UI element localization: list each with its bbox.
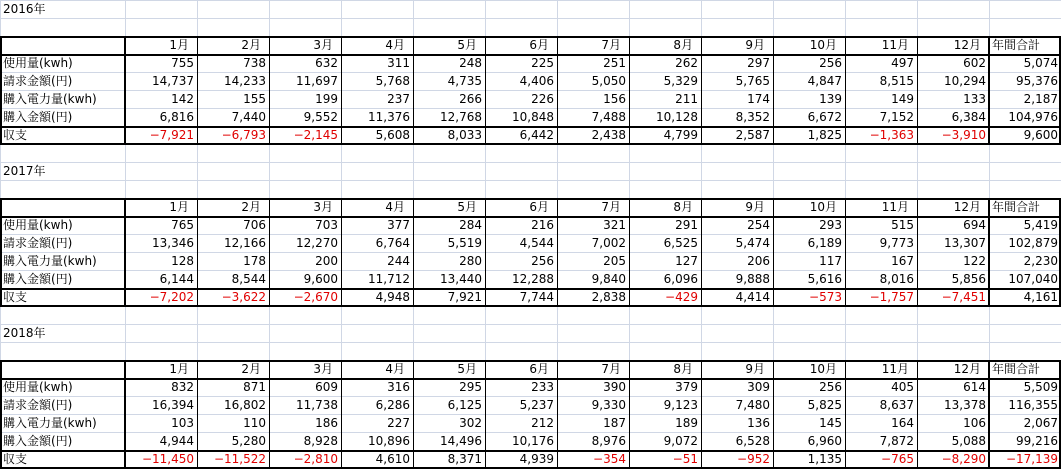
value-cell[interactable]: 117 [819, 254, 842, 268]
value-cell[interactable]: 7,480 [735, 398, 770, 412]
row-label-cell[interactable]: 使用量(kwh) [3, 380, 73, 394]
month-header-cell[interactable]: 12月 [953, 38, 981, 52]
month-header-cell[interactable]: 2月 [241, 362, 261, 376]
value-cell[interactable]: 127 [675, 254, 698, 268]
value-cell[interactable]: 284 [459, 218, 482, 232]
value-cell[interactable]: 244 [387, 254, 410, 268]
value-cell[interactable]: 6,960 [807, 434, 842, 448]
value-cell[interactable]: −354 [593, 452, 626, 466]
value-cell[interactable]: 280 [459, 254, 482, 268]
value-cell[interactable]: 5,474 [735, 236, 770, 250]
value-cell[interactable]: 205 [603, 254, 626, 268]
value-cell[interactable]: 14,737 [152, 74, 194, 88]
value-cell[interactable]: 4,610 [375, 452, 410, 466]
value-cell[interactable]: 5,088 [951, 434, 986, 448]
value-cell[interactable]: 256 [819, 380, 842, 394]
value-cell[interactable]: 738 [243, 56, 266, 70]
value-cell[interactable]: 9,840 [591, 272, 626, 286]
value-cell[interactable]: 106 [963, 416, 986, 430]
value-cell[interactable]: 9,773 [879, 236, 914, 250]
row-label-cell[interactable]: 購入金額(円) [3, 272, 73, 286]
value-cell[interactable]: 706 [243, 218, 266, 232]
value-cell[interactable]: 256 [819, 56, 842, 70]
value-cell[interactable]: 7,440 [231, 110, 266, 124]
value-cell[interactable]: 2,838 [591, 290, 626, 304]
value-cell[interactable]: 16,802 [224, 398, 266, 412]
value-cell[interactable]: 302 [459, 416, 482, 430]
annual-total-cell[interactable]: −17,139 [1005, 452, 1058, 466]
row-label-cell[interactable]: 収支 [3, 128, 28, 142]
annual-total-cell[interactable]: 107,040 [1008, 272, 1058, 286]
month-header-cell[interactable]: 2月 [241, 38, 261, 52]
annual-total-cell[interactable]: 5,509 [1023, 380, 1058, 394]
month-header-cell[interactable]: 6月 [529, 200, 549, 214]
gridline-row [0, 0, 1061, 1]
value-cell[interactable]: 122 [963, 254, 986, 268]
value-cell[interactable]: 6,816 [159, 110, 194, 124]
value-cell[interactable]: −3,622 [221, 290, 266, 304]
value-cell[interactable]: 12,768 [440, 110, 482, 124]
annual-total-cell[interactable]: 104,976 [1008, 110, 1058, 124]
value-cell[interactable]: 142 [171, 92, 194, 106]
value-cell[interactable]: 10,176 [512, 434, 554, 448]
value-cell[interactable]: 110 [243, 416, 266, 430]
month-header-cell[interactable]: 10月 [809, 362, 837, 376]
row-label-cell[interactable]: 購入金額(円) [3, 434, 73, 448]
value-cell[interactable]: −7,921 [149, 128, 194, 142]
value-cell[interactable]: 6,189 [807, 236, 842, 250]
month-header-cell[interactable]: 1月 [169, 200, 189, 214]
value-cell[interactable]: 8,352 [735, 110, 770, 124]
month-header-cell[interactable]: 9月 [745, 38, 765, 52]
value-cell[interactable]: 11,376 [368, 110, 410, 124]
annual-total-cell[interactable]: 99,216 [1016, 434, 1058, 448]
gridline-row [0, 180, 1061, 181]
value-cell[interactable]: 254 [747, 218, 770, 232]
row-label-cell[interactable]: 使用量(kwh) [3, 218, 73, 232]
month-header-cell[interactable]: 5月 [457, 200, 477, 214]
value-cell[interactable]: 13,307 [944, 236, 986, 250]
value-cell[interactable]: 309 [747, 380, 770, 394]
value-cell[interactable]: −51 [672, 452, 698, 466]
value-cell[interactable]: 164 [891, 416, 914, 430]
annual-total-cell[interactable]: 102,879 [1008, 236, 1058, 250]
gridline-row [0, 162, 1061, 163]
month-header-cell[interactable]: 1月 [169, 362, 189, 376]
value-cell[interactable]: 200 [315, 254, 338, 268]
value-cell[interactable]: 8,371 [447, 452, 482, 466]
value-cell[interactable]: 133 [963, 92, 986, 106]
value-cell[interactable]: −8,290 [941, 452, 986, 466]
value-cell[interactable]: 14,496 [440, 434, 482, 448]
value-cell[interactable]: 9,072 [663, 434, 698, 448]
value-cell[interactable]: 5,329 [663, 74, 698, 88]
value-cell[interactable]: 5,856 [951, 272, 986, 286]
value-cell[interactable]: 5,280 [231, 434, 266, 448]
value-cell[interactable]: 216 [531, 218, 554, 232]
value-cell[interactable]: 10,848 [512, 110, 554, 124]
value-cell[interactable]: 7,872 [879, 434, 914, 448]
month-header-cell[interactable]: 3月 [313, 362, 333, 376]
value-cell[interactable]: 149 [891, 92, 914, 106]
value-cell[interactable]: 9,888 [735, 272, 770, 286]
row-label-cell[interactable]: 収支 [3, 452, 28, 466]
month-header-cell[interactable]: 3月 [313, 200, 333, 214]
row-label-cell[interactable]: 購入電力量(kwh) [3, 416, 97, 430]
value-cell[interactable]: 10,128 [656, 110, 698, 124]
gridline-row [0, 324, 1061, 325]
value-cell[interactable]: 7,921 [447, 290, 482, 304]
value-cell[interactable]: 225 [531, 56, 554, 70]
value-cell[interactable]: 266 [459, 92, 482, 106]
value-cell[interactable]: 2,438 [591, 128, 626, 142]
value-cell[interactable]: 295 [459, 380, 482, 394]
gridline-row [0, 18, 1061, 19]
value-cell[interactable]: 233 [531, 380, 554, 394]
value-cell[interactable]: 4,799 [663, 128, 698, 142]
value-cell[interactable]: 614 [963, 380, 986, 394]
value-cell[interactable]: 13,378 [944, 398, 986, 412]
value-cell[interactable]: 602 [963, 56, 986, 70]
value-cell[interactable]: −765 [881, 452, 914, 466]
value-cell[interactable]: 14,233 [224, 74, 266, 88]
gridline-row [0, 306, 1061, 307]
value-cell[interactable]: 12,288 [512, 272, 554, 286]
value-cell[interactable]: 8,544 [231, 272, 266, 286]
value-cell[interactable]: 156 [603, 92, 626, 106]
annual-total-header-cell[interactable]: 年間合計 [992, 200, 1041, 214]
value-cell[interactable]: 226 [531, 92, 554, 106]
month-header-cell[interactable]: 5月 [457, 38, 477, 52]
value-cell[interactable]: −952 [737, 452, 770, 466]
value-cell[interactable]: 11,738 [296, 398, 338, 412]
annual-total-cell[interactable]: 5,074 [1023, 56, 1058, 70]
value-cell[interactable]: 4,847 [807, 74, 842, 88]
value-cell[interactable]: 227 [387, 416, 410, 430]
value-cell[interactable]: 128 [171, 254, 194, 268]
value-cell[interactable]: 6,144 [159, 272, 194, 286]
value-cell[interactable]: 11,697 [296, 74, 338, 88]
value-cell[interactable]: 4,406 [519, 74, 554, 88]
value-cell[interactable]: 1,135 [807, 452, 842, 466]
year-title-cell[interactable]: 2017年 [3, 164, 46, 178]
value-cell[interactable]: 6,525 [663, 236, 698, 250]
value-cell[interactable]: 186 [315, 416, 338, 430]
value-cell[interactable]: 212 [531, 416, 554, 430]
annual-total-cell[interactable]: 116,355 [1008, 398, 1058, 412]
month-header-cell[interactable]: 6月 [529, 362, 549, 376]
value-cell[interactable]: 7,002 [591, 236, 626, 250]
value-cell[interactable]: 321 [603, 218, 626, 232]
value-cell[interactable]: 187 [603, 416, 626, 430]
value-cell[interactable]: 251 [603, 56, 626, 70]
value-cell[interactable]: 515 [891, 218, 914, 232]
row-label-cell[interactable]: 請求金額(円) [3, 74, 73, 88]
value-cell[interactable]: 609 [315, 380, 338, 394]
row-label-cell[interactable]: 使用量(kwh) [3, 56, 73, 70]
annual-total-cell[interactable]: 5,419 [1023, 218, 1058, 232]
value-cell[interactable]: 155 [243, 92, 266, 106]
value-cell[interactable]: 5,765 [735, 74, 770, 88]
value-cell[interactable]: 8,515 [879, 74, 914, 88]
value-cell[interactable]: 5,237 [519, 398, 554, 412]
value-cell[interactable]: 7,152 [879, 110, 914, 124]
value-cell[interactable]: 6,286 [375, 398, 410, 412]
month-header-cell[interactable]: 11月 [881, 38, 909, 52]
value-cell[interactable]: 256 [531, 254, 554, 268]
month-header-cell[interactable]: 7月 [601, 200, 621, 214]
value-cell[interactable]: 9,600 [303, 272, 338, 286]
value-cell[interactable]: 8,928 [303, 434, 338, 448]
value-cell[interactable]: 6,096 [663, 272, 698, 286]
month-header-cell[interactable]: 9月 [745, 362, 765, 376]
value-cell[interactable]: 5,519 [447, 236, 482, 250]
value-cell[interactable]: 4,948 [375, 290, 410, 304]
value-cell[interactable]: 379 [675, 380, 698, 394]
value-cell[interactable]: 316 [387, 380, 410, 394]
month-header-cell[interactable]: 8月 [673, 362, 693, 376]
value-cell[interactable]: 755 [171, 56, 194, 70]
value-cell[interactable]: 13,346 [152, 236, 194, 250]
value-cell[interactable]: −11,450 [141, 452, 194, 466]
value-cell[interactable]: 4,939 [519, 452, 554, 466]
value-cell[interactable]: −7,202 [149, 290, 194, 304]
value-cell[interactable]: 293 [819, 218, 842, 232]
year-title-cell[interactable]: 2018年 [3, 326, 46, 340]
value-cell[interactable]: 167 [891, 254, 914, 268]
value-cell[interactable]: 297 [747, 56, 770, 70]
value-cell[interactable]: 311 [387, 56, 410, 70]
annual-total-cell[interactable]: 2,187 [1023, 92, 1058, 106]
annual-total-header-cell[interactable]: 年間合計 [992, 362, 1041, 376]
value-cell[interactable]: 765 [171, 218, 194, 232]
value-cell[interactable]: 262 [675, 56, 698, 70]
row-label-cell[interactable]: 購入電力量(kwh) [3, 92, 97, 106]
value-cell[interactable]: 10,294 [944, 74, 986, 88]
value-cell[interactable]: 5,050 [591, 74, 626, 88]
row-label-cell[interactable]: 購入電力量(kwh) [3, 254, 97, 268]
value-cell[interactable]: 6,764 [375, 236, 410, 250]
row-label-cell[interactable]: 収支 [3, 290, 28, 304]
row-label-cell[interactable]: 請求金額(円) [3, 236, 73, 250]
value-cell[interactable]: 4,544 [519, 236, 554, 250]
value-cell[interactable]: 8,637 [879, 398, 914, 412]
value-cell[interactable]: 4,944 [159, 434, 194, 448]
value-cell[interactable]: 103 [171, 416, 194, 430]
month-header-cell[interactable]: 2月 [241, 200, 261, 214]
value-cell[interactable]: 405 [891, 380, 914, 394]
value-cell[interactable]: −7,451 [941, 290, 986, 304]
month-header-cell[interactable]: 8月 [673, 38, 693, 52]
month-header-cell[interactable]: 4月 [385, 38, 405, 52]
value-cell[interactable]: 871 [243, 380, 266, 394]
value-cell[interactable]: 8,016 [879, 272, 914, 286]
value-cell[interactable]: 6,125 [447, 398, 482, 412]
month-header-cell[interactable]: 11月 [881, 200, 909, 214]
gridline-row [0, 342, 1061, 343]
month-header-cell[interactable]: 10月 [809, 38, 837, 52]
month-header-cell[interactable]: 12月 [953, 200, 981, 214]
value-cell[interactable]: 694 [963, 218, 986, 232]
value-cell[interactable]: 13,440 [440, 272, 482, 286]
value-cell[interactable]: 6,442 [519, 128, 554, 142]
value-cell[interactable]: 12,270 [296, 236, 338, 250]
month-header-cell[interactable]: 9月 [745, 200, 765, 214]
value-cell[interactable]: 632 [315, 56, 338, 70]
month-header-cell[interactable]: 7月 [601, 362, 621, 376]
month-header-cell[interactable]: 8月 [673, 200, 693, 214]
value-cell[interactable]: 6,672 [807, 110, 842, 124]
annual-total-cell[interactable]: 2,230 [1023, 254, 1058, 268]
value-cell[interactable]: 174 [747, 92, 770, 106]
month-header-cell[interactable]: 4月 [385, 362, 405, 376]
value-cell[interactable]: 12,166 [224, 236, 266, 250]
value-cell[interactable]: 6,384 [951, 110, 986, 124]
value-cell[interactable]: −3,910 [941, 128, 986, 142]
value-cell[interactable]: 291 [675, 218, 698, 232]
value-cell[interactable]: 136 [747, 416, 770, 430]
value-cell[interactable]: 9,552 [303, 110, 338, 124]
value-cell[interactable]: 248 [459, 56, 482, 70]
value-cell[interactable]: 7,488 [591, 110, 626, 124]
value-cell[interactable]: 6,528 [735, 434, 770, 448]
value-cell[interactable]: −1,363 [869, 128, 914, 142]
row-label-cell[interactable]: 購入金額(円) [3, 110, 73, 124]
value-cell[interactable]: 7,744 [519, 290, 554, 304]
value-cell[interactable]: −2,145 [293, 128, 338, 142]
row-label-cell[interactable]: 請求金額(円) [3, 398, 73, 412]
value-cell[interactable]: 8,033 [447, 128, 482, 142]
year-title-cell[interactable]: 2016年 [3, 2, 46, 16]
value-cell[interactable]: 211 [675, 92, 698, 106]
value-cell[interactable]: 832 [171, 380, 194, 394]
gridline-row [0, 144, 1061, 145]
month-header-cell[interactable]: 11月 [881, 362, 909, 376]
value-cell[interactable]: 16,394 [152, 398, 194, 412]
month-header-cell[interactable]: 1月 [169, 38, 189, 52]
value-cell[interactable]: 9,330 [591, 398, 626, 412]
value-cell[interactable]: −2,670 [293, 290, 338, 304]
month-header-cell[interactable]: 5月 [457, 362, 477, 376]
value-cell[interactable]: 189 [675, 416, 698, 430]
value-cell[interactable]: 11,712 [368, 272, 410, 286]
month-header-cell[interactable]: 6月 [529, 38, 549, 52]
value-cell[interactable]: 377 [387, 218, 410, 232]
value-cell[interactable]: 2,587 [735, 128, 770, 142]
annual-total-cell[interactable]: 2,067 [1023, 416, 1058, 430]
value-cell[interactable]: 5,825 [807, 398, 842, 412]
value-cell[interactable]: −11,522 [213, 452, 266, 466]
value-cell[interactable]: 206 [747, 254, 770, 268]
annual-total-cell[interactable]: 4,161 [1023, 290, 1058, 304]
annual-total-header-cell[interactable]: 年間合計 [992, 38, 1041, 52]
value-cell[interactable]: −2,810 [293, 452, 338, 466]
month-header-cell[interactable]: 10月 [809, 200, 837, 214]
value-cell[interactable]: −6,793 [221, 128, 266, 142]
value-cell[interactable]: 4,414 [735, 290, 770, 304]
value-cell[interactable]: 390 [603, 380, 626, 394]
month-header-cell[interactable]: 4月 [385, 200, 405, 214]
value-cell[interactable]: 145 [819, 416, 842, 430]
value-cell[interactable]: 4,735 [447, 74, 482, 88]
value-cell[interactable]: 139 [819, 92, 842, 106]
value-cell[interactable]: −429 [665, 290, 698, 304]
value-cell[interactable]: 497 [891, 56, 914, 70]
value-cell[interactable]: 10,896 [368, 434, 410, 448]
month-header-cell[interactable]: 3月 [313, 38, 333, 52]
value-cell[interactable]: 8,976 [591, 434, 626, 448]
value-cell[interactable]: 5,608 [375, 128, 410, 142]
month-header-cell[interactable]: 7月 [601, 38, 621, 52]
value-cell[interactable]: 237 [387, 92, 410, 106]
value-cell[interactable]: 199 [315, 92, 338, 106]
value-cell[interactable]: 178 [243, 254, 266, 268]
annual-total-cell[interactable]: 95,376 [1016, 74, 1058, 88]
value-cell[interactable]: 5,616 [807, 272, 842, 286]
value-cell[interactable]: 1,825 [807, 128, 842, 142]
value-cell[interactable]: −573 [809, 290, 842, 304]
month-header-cell[interactable]: 12月 [953, 362, 981, 376]
value-cell[interactable]: −1,757 [869, 290, 914, 304]
annual-total-cell[interactable]: 9,600 [1023, 128, 1058, 142]
value-cell[interactable]: 5,768 [375, 74, 410, 88]
value-cell[interactable]: 9,123 [663, 398, 698, 412]
value-cell[interactable]: 703 [315, 218, 338, 232]
